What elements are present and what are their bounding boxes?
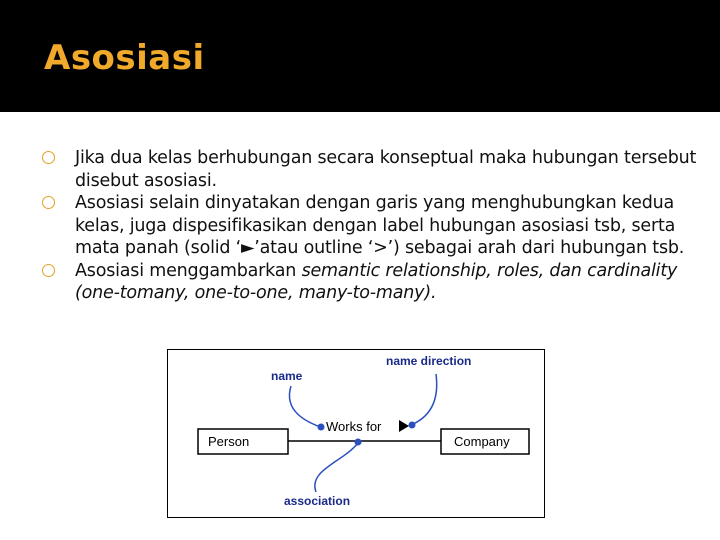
bullet-item	[40, 192, 700, 260]
bullet-list	[40, 147, 700, 305]
callout-direction-label: name direction	[386, 354, 472, 368]
callout-association-label: association	[284, 494, 351, 508]
callout-name-dot-icon	[318, 424, 325, 431]
slide-title: Asosiasi	[44, 38, 205, 78]
company-class-label: Company	[454, 434, 510, 449]
bullet-text: Jika dua kelas berhubungan secara konseptual maka hubungan tersebut disebut asosiasi.	[75, 148, 697, 191]
association-label: Works for	[326, 419, 382, 434]
callout-name-label: name	[271, 369, 303, 383]
callout-direction-dot-icon	[409, 422, 416, 429]
person-class-label: Person	[208, 434, 250, 449]
bullet-circle-icon	[42, 264, 55, 277]
callout-direction-line	[413, 374, 437, 424]
bullet-text-italic: semantic relationship, roles, dan cardinality (one-tomany, one-to-one, many-to-many).	[75, 260, 678, 303]
callout-name-line	[289, 386, 320, 427]
diagram-svg	[168, 350, 546, 519]
bullet-item	[40, 147, 700, 192]
callout-association-line	[315, 443, 358, 492]
title-bar	[0, 0, 720, 112]
bullet-item	[40, 260, 700, 305]
bullet-text-prefix: Asosiasi menggambarkan	[75, 260, 302, 281]
association-diagram	[167, 349, 545, 518]
bullet-circle-icon	[42, 196, 55, 209]
bullet-text: Asosiasi selain dinyatakan dengan garis yang menghubungkan kedua kelas, juga dispesifikasikan dengan label hubungan asosiasi tsb, serta mata panah (solid ‘►’atau outline ‘>’) sebagai arah dari hubungan tsb.	[75, 193, 685, 258]
bullet-circle-icon	[42, 151, 55, 164]
callout-association-dot-icon	[355, 439, 362, 446]
